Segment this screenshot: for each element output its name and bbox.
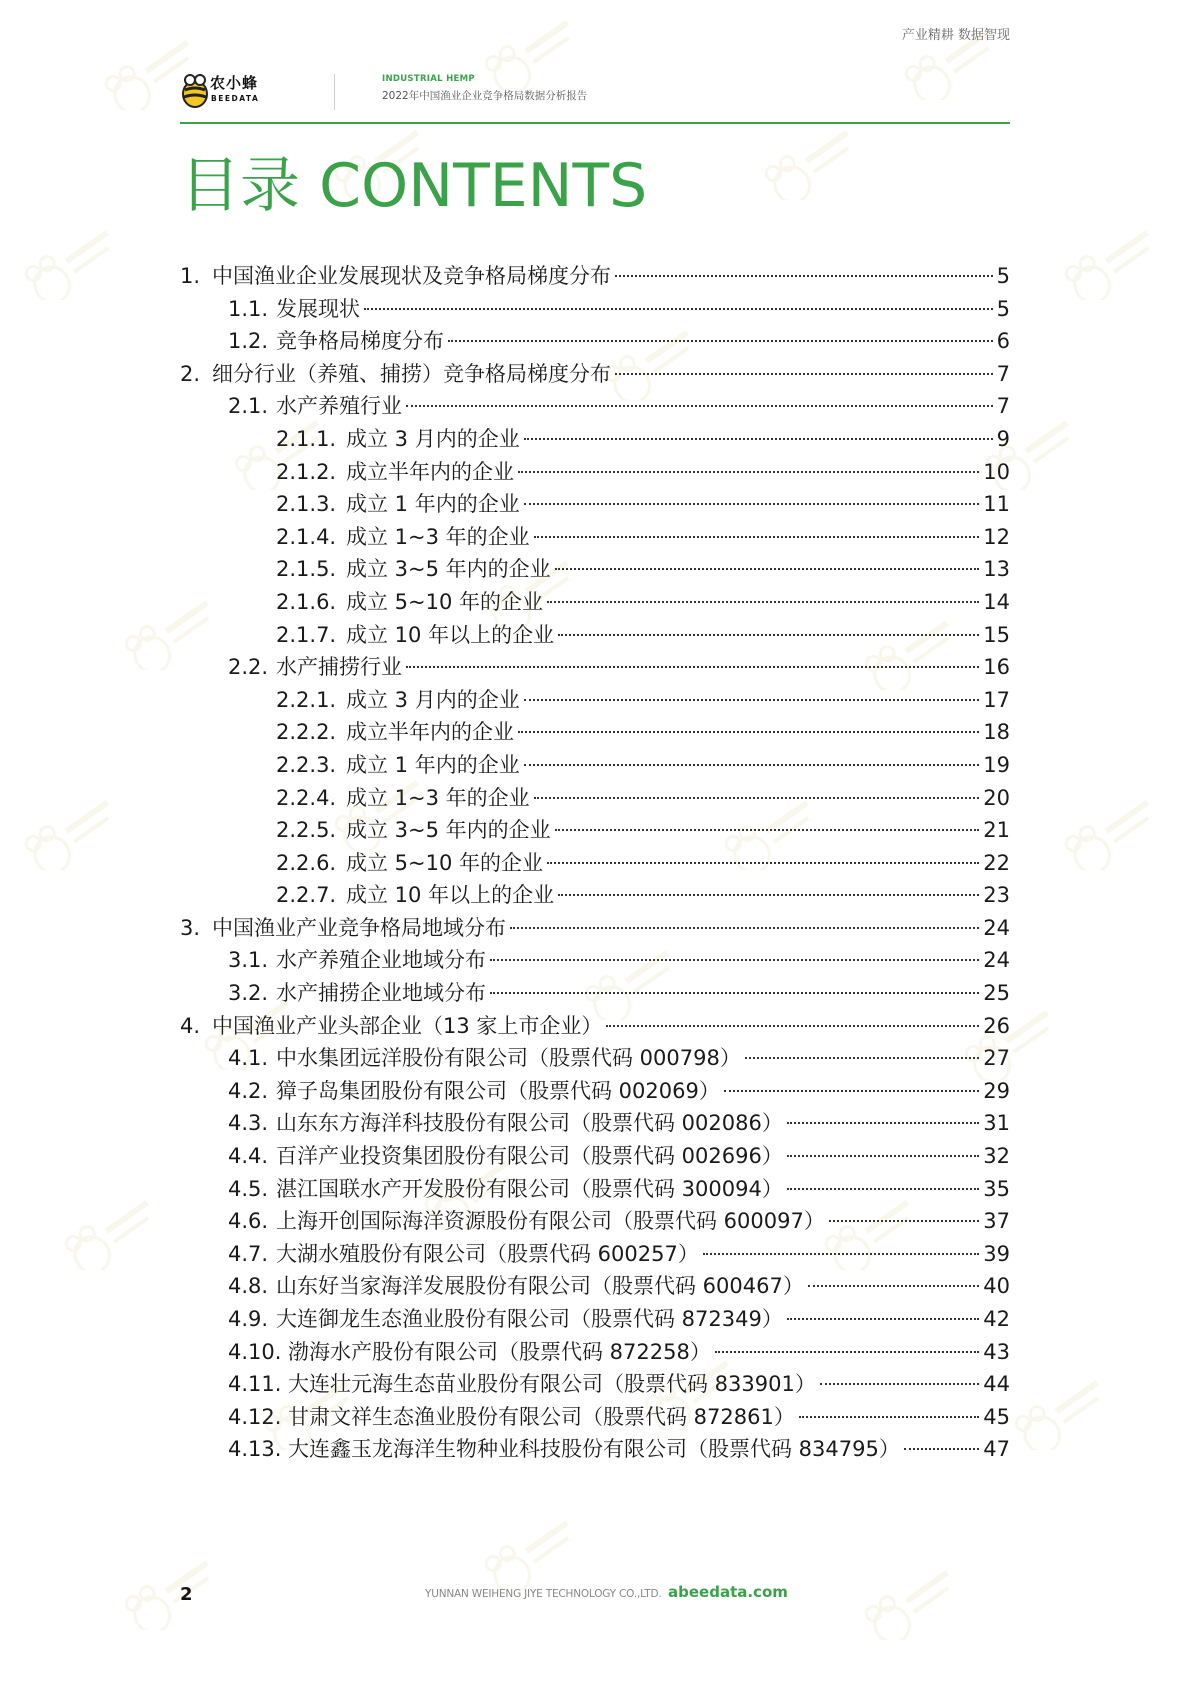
- toc-entry-number: 3.: [180, 915, 201, 940]
- toc-entry-number: 2.2.3.: [276, 752, 337, 777]
- toc-entry-number: 1.1.: [228, 296, 269, 321]
- toc-entry[interactable]: [180, 651, 1010, 684]
- header-rule: [180, 122, 1010, 124]
- toc-entry-number: 4.12.: [228, 1404, 282, 1429]
- toc-entry[interactable]: [180, 1173, 1010, 1206]
- toc-entry[interactable]: [180, 912, 1010, 945]
- brand-logo: [180, 70, 270, 118]
- toc-entry-number: 2.: [180, 361, 201, 386]
- toc-entry-page: 23: [983, 883, 1010, 908]
- toc-entry[interactable]: [180, 977, 1010, 1010]
- toc-entry-page: 45: [983, 1404, 1010, 1429]
- toc-entry-number: 2.1.7.: [276, 622, 337, 647]
- toc-entry-title: 大连鑫玉龙海洋生物种业科技股份有限公司（股票代码 834795）: [288, 1437, 900, 1462]
- toc-entry[interactable]: [180, 684, 1010, 717]
- toc-entry-title: 獐子岛集团股份有限公司（股票代码 002069）: [276, 1078, 720, 1103]
- toc-dot-leader: [787, 1318, 979, 1320]
- toc-entry-page: 24: [983, 915, 1010, 940]
- toc-dot-leader: [518, 471, 979, 473]
- toc-dot-leader: [787, 1122, 979, 1124]
- toc-entry-title: 渤海水产股份有限公司（股票代码 872258）: [288, 1339, 711, 1364]
- toc-entry-number: 2.1.5.: [276, 557, 337, 582]
- toc-entry-title: 成立 1 年内的企业: [346, 752, 520, 777]
- toc-entry-number: 4.11.: [228, 1372, 282, 1397]
- toc-entry[interactable]: [180, 814, 1010, 847]
- toc-dot-leader: [524, 438, 993, 440]
- toc-entry-title: 成立 1~3 年的企业: [346, 524, 530, 549]
- toc-entry-number: 2.1.1.: [276, 426, 337, 451]
- toc-entry[interactable]: [180, 358, 1010, 391]
- toc-dot-leader: [808, 1285, 979, 1287]
- toc-entry-number: 4.1.: [228, 1046, 269, 1071]
- toc-dot-leader: [724, 1090, 979, 1092]
- toc-entry[interactable]: [180, 847, 1010, 880]
- toc-entry-page: 42: [983, 1307, 1010, 1331]
- watermark-bee-icon: [1060, 800, 1170, 874]
- toc-dot-leader: [558, 634, 979, 636]
- toc-entry[interactable]: [180, 260, 1010, 293]
- toc-entry-page: 9: [996, 426, 1010, 451]
- toc-entry-number: 4.4.: [228, 1144, 269, 1169]
- toc-entry-number: 2.1.4.: [276, 524, 337, 549]
- toc-entry-title: 成立 3 月内的企业: [346, 687, 520, 712]
- toc-entry-title: 大连壮元海生态苗业股份有限公司（股票代码 833901）: [288, 1372, 816, 1397]
- toc-entry-page: 11: [983, 492, 1010, 517]
- toc-entry-page: 5: [996, 264, 1010, 288]
- toc-dot-leader: [524, 764, 980, 766]
- toc-entry-number: 2.2.1.: [276, 687, 337, 712]
- toc-entry-title: 大湖水殖股份有限公司（股票代码 600257）: [276, 1241, 699, 1266]
- toc-entry-number: 2.2.4.: [276, 785, 337, 810]
- toc-entry-page: 24: [983, 948, 1010, 973]
- toc-entry[interactable]: [180, 944, 1010, 977]
- toc-entry-page: 10: [983, 459, 1010, 484]
- toc-dot-leader: [829, 1220, 979, 1222]
- toc-entry-title: 成立半年内的企业: [346, 459, 514, 484]
- toc-dot-leader: [745, 1057, 979, 1059]
- toc-dot-leader: [518, 731, 979, 733]
- toc-entry[interactable]: [180, 879, 1010, 912]
- toc-entry-title: 水产养殖行业: [276, 394, 402, 419]
- toc-entry[interactable]: [180, 749, 1010, 782]
- toc-dot-leader: [406, 405, 993, 407]
- toc-entry-page: 25: [983, 981, 1010, 1006]
- toc-entry[interactable]: [180, 1368, 1010, 1401]
- page-header: [180, 62, 1010, 124]
- toc-entry-title: 成立 5~10 年的企业: [346, 850, 544, 875]
- toc-dot-leader: [510, 927, 979, 929]
- toc-entry-title: 成立 3~5 年内的企业: [346, 818, 551, 843]
- toc-entry-title: 山东好当家海洋发展股份有限公司（股票代码 600467）: [276, 1274, 804, 1299]
- toc-dot-leader: [555, 829, 980, 831]
- toc-entry-page: 13: [983, 557, 1010, 582]
- header-subtitle: INDUSTRIAL HEMP: [382, 74, 475, 84]
- toc-entry-number: 2.1.2.: [276, 459, 337, 484]
- toc-entry-number: 1.: [180, 264, 201, 288]
- toc-entry[interactable]: [180, 553, 1010, 586]
- toc-entry-title: 细分行业（养殖、捕捞）竞争格局梯度分布: [212, 361, 611, 386]
- toc-dot-leader: [606, 1025, 979, 1027]
- toc-entry-title: 水产捕捞企业地域分布: [276, 981, 486, 1006]
- toc-dot-leader: [534, 536, 980, 538]
- toc-dot-leader: [490, 959, 979, 961]
- toc-dot-leader: [715, 1351, 979, 1353]
- toc-entry-number: 2.2.7.: [276, 883, 337, 908]
- toc-entry[interactable]: [180, 1205, 1010, 1238]
- toc-dot-leader: [904, 1448, 979, 1450]
- toc-entry[interactable]: [180, 456, 1010, 489]
- toc-entry-title: 水产养殖企业地域分布: [276, 948, 486, 973]
- toc-entry-title: 成立 10 年以上的企业: [346, 883, 555, 908]
- toc-entry-page: 32: [983, 1144, 1010, 1169]
- toc-entry[interactable]: [180, 1401, 1010, 1434]
- toc-entry[interactable]: [180, 1238, 1010, 1271]
- report-title: 2022年中国渔业企业竞争格局数据分析报告: [382, 90, 588, 102]
- toc-entry-number: 3.2.: [228, 981, 269, 1006]
- logo-subtext: BEEDATA: [211, 94, 260, 103]
- toc-entry-title: 成立 1~3 年的企业: [346, 785, 530, 810]
- toc-entry-page: 26: [983, 1013, 1010, 1038]
- toc-entry-page: 35: [983, 1176, 1010, 1201]
- toc-dot-leader: [547, 601, 979, 603]
- toc-entry-title: 中国渔业产业竞争格局地域分布: [212, 915, 506, 940]
- toc-dot-leader: [448, 340, 993, 342]
- footer-company: YUNNAN WEIHENG JIYE TECHNOLOGY CO.,LTD.: [425, 1588, 662, 1600]
- toc-dot-leader: [820, 1383, 979, 1385]
- toc-dot-leader: [615, 275, 993, 277]
- toc-entry-title: 发展现状: [276, 296, 360, 321]
- toc-dot-leader: [534, 797, 980, 799]
- watermark-bee-icon: [20, 800, 130, 874]
- toc-dot-leader: [703, 1253, 979, 1255]
- toc-entry-number: 4.6.: [228, 1209, 269, 1234]
- toc-entry[interactable]: [180, 1042, 1010, 1075]
- toc-entry-number: 4.13.: [228, 1437, 282, 1462]
- toc-entry[interactable]: [180, 619, 1010, 652]
- toc-entry[interactable]: [180, 293, 1010, 326]
- toc-dot-leader: [787, 1188, 979, 1190]
- toc-entry-page: 40: [983, 1274, 1010, 1299]
- header-slogan: 产业精耕 数据智现: [901, 28, 1010, 43]
- toc-entry-title: 成立 3 月内的企业: [346, 426, 520, 451]
- toc-entry-page: 12: [983, 524, 1010, 549]
- toc-entry-page: 5: [996, 296, 1010, 321]
- toc-dot-leader: [799, 1416, 979, 1418]
- toc-entry-page: 17: [983, 687, 1010, 712]
- toc-entry-title: 成立半年内的企业: [346, 720, 514, 745]
- toc-entry-number: 4.2.: [228, 1078, 269, 1103]
- toc-entry-page: 37: [983, 1209, 1010, 1234]
- header-divider: [334, 74, 335, 110]
- toc-entry-page: 39: [983, 1241, 1010, 1266]
- toc-entry-page: 7: [996, 361, 1010, 386]
- toc-entry[interactable]: [180, 782, 1010, 815]
- toc-entry-title: 甘肃文祥生态渔业股份有限公司（股票代码 872861）: [288, 1404, 795, 1429]
- watermark-bee-icon: [120, 1560, 230, 1634]
- watermark-bee-icon: [60, 1200, 170, 1274]
- logo-text: 农小蜂: [210, 74, 259, 92]
- toc-entry[interactable]: [180, 716, 1010, 749]
- toc-dot-leader: [524, 699, 980, 701]
- toc-entry[interactable]: [180, 1336, 1010, 1369]
- toc-entry[interactable]: [180, 390, 1010, 423]
- toc-dot-leader: [547, 862, 979, 864]
- toc-dot-leader: [615, 373, 993, 375]
- page-number: 2: [180, 1584, 193, 1605]
- toc-entry-title: 上海开创国际海洋资源股份有限公司（股票代码 600097）: [276, 1209, 825, 1234]
- toc-entry-title: 湛江国联水产开发股份有限公司（股票代码 300094）: [276, 1176, 783, 1201]
- toc-entry-title: 百洋产业投资集团股份有限公司（股票代码 002696）: [276, 1144, 783, 1169]
- toc-dot-leader: [524, 503, 980, 505]
- toc-entry-page: 43: [983, 1339, 1010, 1364]
- footer-website-link[interactable]: abeedata.com: [668, 1583, 788, 1601]
- toc-entry-page: 6: [996, 329, 1010, 354]
- toc-entry-number: 4.3.: [228, 1111, 269, 1136]
- toc-entry[interactable]: [180, 488, 1010, 521]
- toc-entry-title: 中国渔业企业发展现状及竞争格局梯度分布: [212, 264, 611, 288]
- toc-entry[interactable]: [180, 586, 1010, 619]
- watermark-bee-icon: [1060, 230, 1170, 304]
- toc-entry-page: 7: [996, 394, 1010, 419]
- toc-entry-page: 29: [983, 1078, 1010, 1103]
- toc-entry-number: 1.2.: [228, 329, 269, 354]
- toc-entry-number: 2.2.2.: [276, 720, 337, 745]
- toc-dot-leader: [490, 992, 979, 994]
- toc-entry-page: 20: [983, 785, 1010, 810]
- toc-entry-number: 2.1.: [228, 394, 269, 419]
- toc-entry-page: 14: [983, 589, 1010, 614]
- table-of-contents: [180, 260, 1010, 1466]
- toc-entry-number: 2.1.3.: [276, 492, 337, 517]
- toc-entry-title: 中水集团远洋股份有限公司（股票代码 000798）: [276, 1046, 741, 1071]
- toc-entry-page: 18: [983, 720, 1010, 745]
- toc-entry-number: 4.7.: [228, 1241, 269, 1266]
- toc-entry[interactable]: [180, 1433, 1010, 1466]
- toc-entry-number: 2.2.: [228, 655, 269, 680]
- toc-entry-page: 47: [983, 1437, 1010, 1462]
- toc-entry-title: 成立 1 年内的企业: [346, 492, 520, 517]
- toc-entry[interactable]: [180, 325, 1010, 358]
- toc-entry-title: 成立 5~10 年的企业: [346, 589, 544, 614]
- toc-entry-title: 山东东方海洋科技股份有限公司（股票代码 002086）: [276, 1111, 783, 1136]
- toc-entry-number: 4.: [180, 1013, 201, 1038]
- toc-entry-page: 31: [983, 1111, 1010, 1136]
- toc-entry[interactable]: [180, 521, 1010, 554]
- toc-dot-leader: [558, 894, 979, 896]
- toc-entry-page: 19: [983, 752, 1010, 777]
- toc-entry-page: 22: [983, 850, 1010, 875]
- toc-dot-leader: [787, 1155, 979, 1157]
- toc-entry-number: 3.1.: [228, 948, 269, 973]
- toc-entry[interactable]: [180, 1140, 1010, 1173]
- toc-entry-number: 4.5.: [228, 1176, 269, 1201]
- toc-entry-title: 成立 10 年以上的企业: [346, 622, 555, 647]
- toc-dot-leader: [364, 308, 993, 310]
- watermark-bee-icon: [760, 130, 870, 204]
- toc-entry[interactable]: [180, 1075, 1010, 1108]
- toc-entry-number: 2.1.6.: [276, 589, 337, 614]
- toc-entry-title: 大连御龙生态渔业股份有限公司（股票代码 872349）: [276, 1307, 783, 1331]
- toc-entry-title: 成立 3~5 年内的企业: [346, 557, 551, 582]
- watermark-bee-icon: [20, 230, 130, 304]
- watermark-bee-icon: [1010, 1380, 1120, 1454]
- toc-entry[interactable]: [180, 1303, 1010, 1336]
- toc-entry-number: 2.2.5.: [276, 818, 337, 843]
- watermark-bee-icon: [480, 1520, 590, 1594]
- watermark-bee-icon: [860, 1570, 970, 1644]
- toc-entry-page: 44: [983, 1372, 1010, 1397]
- toc-entry-page: 16: [983, 655, 1010, 680]
- toc-entry-number: 4.8.: [228, 1274, 269, 1299]
- toc-entry-page: 15: [983, 622, 1010, 647]
- toc-entry-title: 水产捕捞行业: [276, 655, 402, 680]
- toc-entry[interactable]: [180, 423, 1010, 456]
- bee-icon: [180, 72, 210, 110]
- toc-dot-leader: [406, 666, 979, 668]
- toc-entry-number: 4.9.: [228, 1307, 269, 1331]
- toc-entry[interactable]: [180, 1107, 1010, 1140]
- toc-entry-page: 21: [983, 818, 1010, 843]
- toc-entry[interactable]: [180, 1010, 1010, 1043]
- toc-entry-title: 中国渔业产业头部企业（13 家上市企业）: [212, 1013, 603, 1038]
- toc-entry-title: 竞争格局梯度分布: [276, 329, 444, 354]
- page-title: 目录 CONTENTS: [180, 151, 648, 221]
- toc-dot-leader: [555, 568, 980, 570]
- toc-entry-number: 2.2.6.: [276, 850, 337, 875]
- toc-entry-number: 4.10.: [228, 1339, 282, 1364]
- toc-entry[interactable]: [180, 1270, 1010, 1303]
- toc-entry-page: 27: [983, 1046, 1010, 1071]
